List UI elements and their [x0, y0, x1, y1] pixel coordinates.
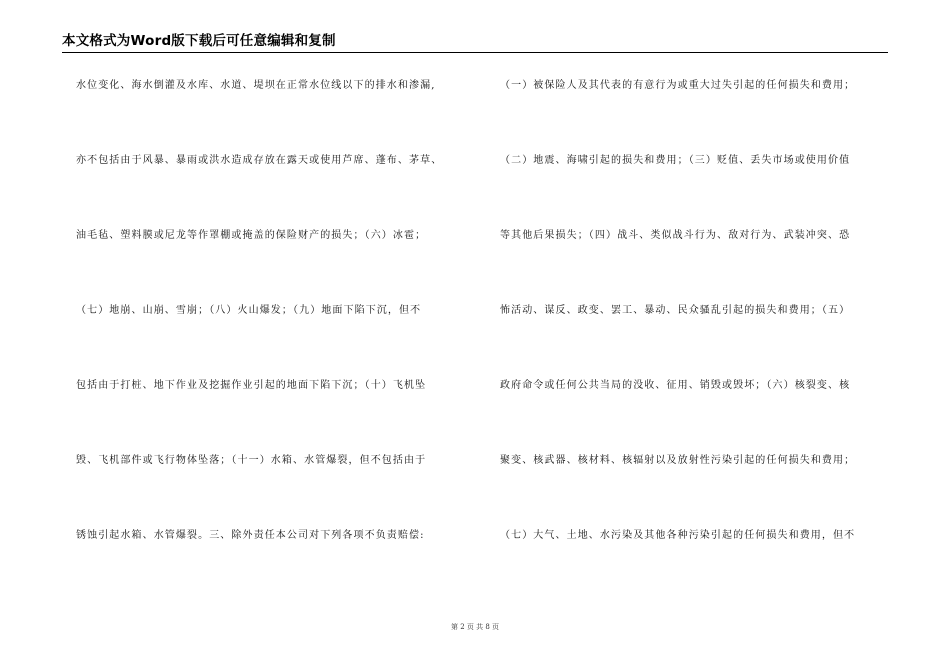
right-line-1: （一）被保险人及其代表的有意行为或重大过失引起的任何损失和费用；	[500, 80, 856, 91]
right-text-column	[500, 0, 890, 600]
left-line-2: 亦不包括由于风暴、暴雨或洪水造成存放在露天或使用芦席、蓬布、茅草、	[76, 155, 443, 166]
header-title: 本文格式为Word版下载后可任意编辑和复制	[62, 33, 336, 49]
right-line-3: 等其他后果损失；（四）战斗、类似战斗行为、敌对行为、武装冲突、恐	[500, 230, 851, 241]
left-line-7: 锈蚀引起水箱、水管爆裂。三、除外责任本公司对下列各项不负责赔偿:	[76, 530, 425, 541]
left-line-3: 油毛毡、塑料膜或尼龙等作罩棚或掩盖的保险财产的损失；（六）冰雹；	[76, 230, 427, 241]
left-line-5: 包括由于打桩、地下作业及挖掘作业引起的地面下陷下沉；（十）飞机坠	[76, 380, 427, 391]
right-line-6: 聚变、核武器、核材料、核辐射以及放射性污染引起的任何损失和费用；	[500, 455, 856, 466]
right-line-5: 政府命令或任何公共当局的没收、征用、销毁或毁坏；（六）核裂变、核	[500, 380, 851, 391]
left-line-1: 水位变化、海水倒灌及水库、水道、堤坝在正常水位线以下的排水和渗漏,	[76, 80, 436, 91]
left-line-4: （七）地崩、山崩、雪崩；（八）火山爆发；（九）地面下陷下沉，但不	[76, 305, 422, 316]
left-line-6: 毁、飞机部件或飞行物体坠落；（十一）水箱、水管爆裂，但不包括由于	[76, 455, 427, 466]
right-line-4: 怖活动、谋反、政变、罢工、暴动、民众骚乱引起的损失和费用；（五）	[500, 305, 851, 316]
left-text-column	[76, 0, 470, 600]
right-line-2: （二）地震、海啸引起的损失和费用；（三）贬值、丢失市场或使用价值	[500, 155, 851, 166]
page-number: 第 2 页 共 8 页	[450, 623, 500, 631]
right-line-7: （七）大气、土地、水污染及其他各种污染引起的任何损失和费用，但不	[500, 530, 856, 541]
